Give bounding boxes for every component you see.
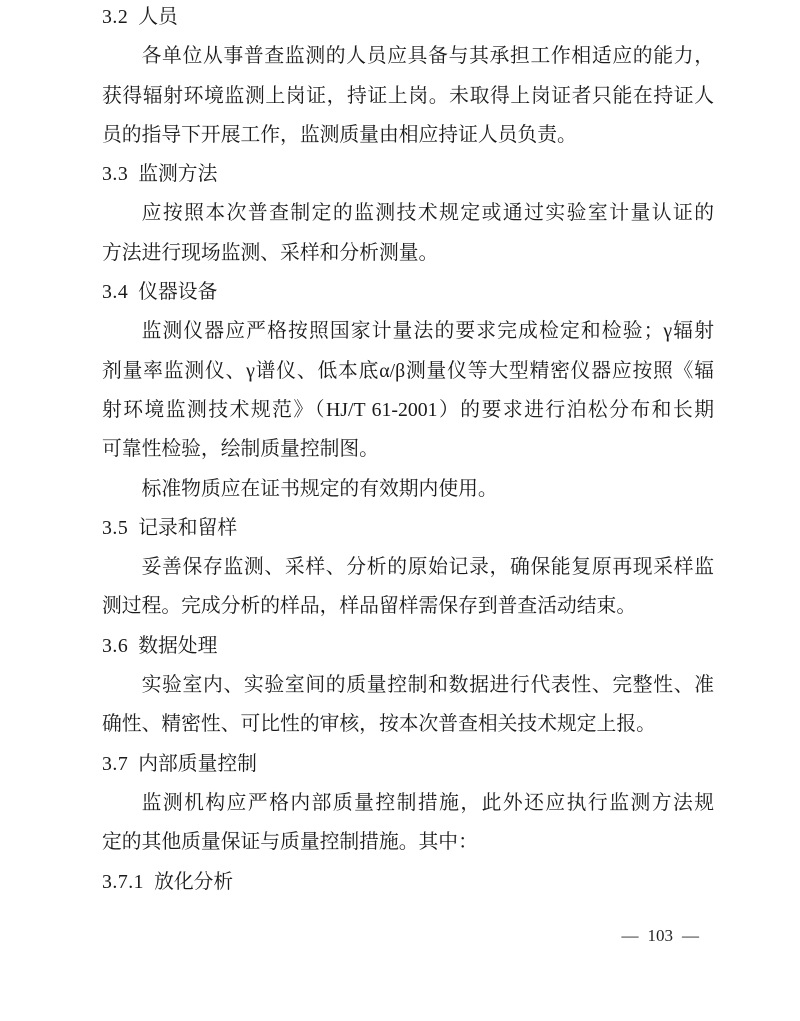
section-title: 仪器设备: [138, 281, 218, 304]
paragraph-line: 监测仪器应严格按照国家计量法的要求完成检定和检验；γ辐射: [141, 320, 714, 343]
section-number: 3.5: [102, 516, 129, 539]
section-title: 记录和留样: [138, 516, 238, 539]
section-number: 3.7: [102, 752, 129, 775]
page-number: 103: [647, 926, 673, 945]
paragraph-line: 可靠性检验，绘制质量控制图。: [102, 438, 379, 461]
section-number: 3.4: [102, 281, 129, 304]
section-heading: [102, 863, 714, 902]
section-number: 3.2: [102, 6, 129, 28]
section-number: 3.3: [102, 163, 129, 186]
paragraph-line: 应按照本次普查制定的监测技术规定或通过实验室计量认证的: [141, 202, 714, 225]
section-heading: [102, 509, 714, 548]
section-title: 数据处理: [138, 634, 218, 657]
section-title: 人员: [138, 6, 178, 28]
document-content: [102, 0, 714, 902]
section-title: 放化分析: [154, 870, 234, 893]
paragraph-line: 各单位从事普查监测的人员应具备与其承担工作相适应的能力，: [141, 45, 714, 68]
section-title: 监测方法: [138, 163, 218, 186]
paragraph-line: 测过程。完成分析的样品，样品留样需保存到普查活动结束。: [102, 595, 637, 618]
section-heading: [102, 155, 714, 194]
section-number: 3.7.1: [102, 870, 145, 893]
paragraph-line: 监测机构应严格内部质量控制措施，此外还应执行监测方法规: [141, 791, 714, 814]
section-heading: [102, 0, 714, 37]
section-heading: [102, 627, 714, 666]
paragraph-line: 定的其他质量保证与质量控制措施。其中：: [102, 831, 478, 854]
page-footer: [102, 926, 699, 946]
footer-dash-right: —: [682, 926, 699, 945]
section-number: 3.6: [102, 634, 129, 657]
paragraph-line: 妥善保存监测、采样、分析的原始记录，确保能复原再现采样监: [141, 556, 714, 579]
paragraph-line: 射环境监测技术规范》（HJ/T 61-2001）的要求进行泊松分布和长期: [102, 398, 714, 421]
paragraph-line: 标准物质应在证书规定的有效期内使用。: [141, 477, 498, 500]
section-heading: [102, 745, 714, 784]
section-title: 内部质量控制: [138, 752, 257, 775]
paragraph-line: 员的指导下开展工作，监测质量由相应持证人员负责。: [102, 123, 577, 146]
footer-dash-left: —: [621, 926, 639, 945]
paragraph-line: 方法进行现场监测、采样和分析测量。: [102, 241, 439, 264]
paragraph-line: 实验室内、实验室间的质量控制和数据进行代表性、完整性、准: [141, 674, 714, 697]
paragraph-line: 剂量率监测仪、γ谱仪、低本底α/β测量仪等大型精密仪器应按照《辐: [102, 359, 714, 382]
paragraph-line: 确性、精密性、可比性的审核，按本次普查相关技术规定上报。: [102, 713, 656, 736]
paragraph-line: 获得辐射环境监测上岗证，持证上岗。未取得上岗证者只能在持证人: [102, 84, 714, 107]
section-heading: [102, 273, 714, 312]
